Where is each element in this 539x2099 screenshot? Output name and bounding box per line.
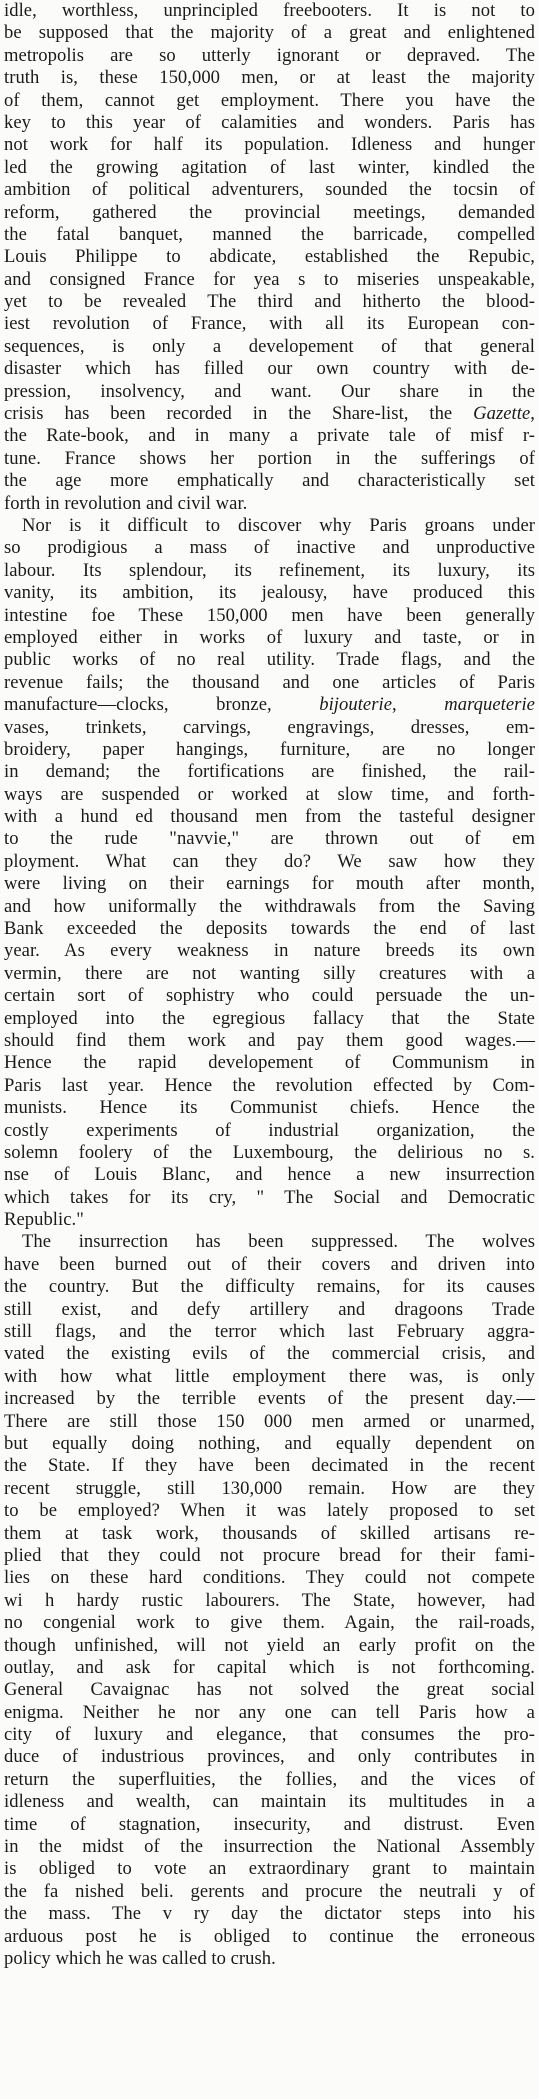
text-line: the Rate-book, and in many a private tale of misf r- [4, 425, 535, 447]
article-paragraph [4, 1231, 535, 1970]
text-line: vases, trinkets, carvings, engravings, dresses, em- [4, 716, 535, 738]
text-line: sequences, is only a developement of that general [4, 335, 535, 357]
text-line: to be employed? When it was lately proposed to set [4, 1500, 535, 1522]
text-line: labour. Its splendour, its refinement, its luxury, its [4, 559, 535, 581]
text-line: truth is, these 150,000 men, or at least the majority [4, 67, 535, 89]
text-line: led the growing agitation of last winter, kindled the [4, 156, 535, 178]
text-line: solemn foolery of the Luxembourg, the delirious no s. [4, 1141, 535, 1163]
text-line: The insurrection has been suppressed. The wolves [22, 1231, 535, 1253]
text-line: is obliged to vote an extraordinary grant to maintain [4, 1858, 535, 1880]
text-line: forth in revolution and civil war. [4, 492, 248, 514]
text-line: idleness and wealth, can maintain its multitudes in a [4, 1791, 535, 1813]
text-line: Nor is it difficult to discover why Paris groans under [22, 514, 535, 536]
text-line: duce of industrious provinces, and only contributes in [4, 1746, 535, 1768]
text-line: the country. But the difficulty remains, for its causes [4, 1276, 535, 1298]
text-line: costly experiments of industrial organization, the [4, 1119, 535, 1141]
text-line: plied that they could not procure bread for their fami- [4, 1544, 535, 1566]
text-line: wi h hardy rustic labourers. The State, however, had [4, 1589, 535, 1611]
text-line: disaster which has filled our own country with de- [4, 358, 535, 380]
text-line: of them, cannot get employment. There you have the [4, 89, 535, 111]
text-line: the State. If they have been decimated in the recent [4, 1455, 535, 1477]
text-line: pression, insolvency, and want. Our share in the [4, 380, 535, 402]
text-line: enigma. Neither he nor any one can tell Paris how a [4, 1701, 535, 1723]
text-line: still exist, and defy artillery and dragoons Trade [4, 1298, 535, 1320]
text-line: the mass. The v ry day the dictator steps into his [4, 1903, 535, 1925]
text-line: Paris last year. Hence the revolution effected by Com- [4, 1074, 535, 1096]
text-line: time of stagnation, insecurity, and distrust. Even [4, 1813, 535, 1835]
text-line: yet to be revealed The third and hitherto the blood- [4, 291, 535, 313]
text-line: metropolis are so utterly ignorant or depraved. The [4, 44, 535, 66]
text-line: reform, gathered the provincial meetings, demanded [4, 201, 535, 223]
text-line: intestine foe These 150,000 men have been generally [4, 604, 535, 626]
text-line: so prodigious a mass of inactive and unproductive [4, 537, 535, 559]
text-line: have been burned out of their covers and driven into [4, 1253, 535, 1275]
text-line: the fatal banquet, manned the barricade, compelled [4, 223, 535, 245]
text-line: vanity, its ambition, its jealousy, have produced this [4, 582, 535, 604]
text-line: should find them work and pay them good wages.— [4, 1029, 535, 1051]
text-line: recent struggle, still 130,000 remain. How are they [4, 1477, 535, 1499]
text-line: iest revolution of France, with all its European con- [4, 313, 535, 335]
text-line: not work for half its population. Idleness and hunger [4, 134, 535, 156]
text-line: which takes for its cry, " The Social and Democratic [4, 1186, 535, 1208]
text-line: ways are suspended or worked at slow time, and forth- [4, 783, 535, 805]
text-line: return the superfluities, the follies, and the vices of [4, 1768, 535, 1790]
text-line: crisis has been recorded in the Share-list, the Gazette, [4, 403, 535, 425]
text-line: city of luxury and elegance, that consumes the pro- [4, 1724, 535, 1746]
text-line: vermin, there are not wanting silly creatures with a [4, 962, 535, 984]
text-line: Republic." [4, 1209, 84, 1231]
text-line: broidery, paper hangings, furniture, are no longer [4, 738, 535, 760]
text-line: There are still those 150 000 men armed or unarmed, [4, 1410, 535, 1432]
text-line: year. As every weakness in nature breeds its own [4, 940, 535, 962]
text-line: the fa nished beli. gerents and procure the neutrali y of [4, 1880, 535, 1902]
text-line: key to this year of calamities and wonders. Paris has [4, 111, 535, 133]
text-line: nse of Louis Blanc, and hence a new insurrection [4, 1164, 535, 1186]
text-line: with how what little employment there was, is only [4, 1365, 535, 1387]
text-line: them at task work, thousands of skilled artisans re- [4, 1522, 535, 1544]
text-line: tune. France shows her portion in the sufferings of [4, 447, 535, 469]
text-line: employed either in works of luxury and taste, or in [4, 626, 535, 648]
text-line: lies on these hard conditions. They could not compete [4, 1567, 535, 1589]
text-line: certain sort of sophistry who could persuade the un- [4, 985, 535, 1007]
text-line: idle, worthless, unprincipled freebooters. It is not to [4, 0, 535, 21]
text-line: still flags, and the terror which last February aggra- [4, 1321, 535, 1343]
text-line: manufacture—clocks, bronze, bijouterie, marqueterie [4, 694, 535, 716]
text-line: in demand; the fortifications are finished, the rail- [4, 761, 535, 783]
text-line: increased by the terrible events of the present day.— [4, 1388, 535, 1410]
text-line: though unfinished, will not yield an early profit on the [4, 1634, 535, 1656]
text-line: outlay, and ask for capital which is not forthcoming. [4, 1656, 535, 1678]
text-line: and consigned France for yea s to miseries unspeakable, [4, 268, 535, 290]
text-line: policy which he was called to crush. [4, 1947, 276, 1969]
text-line: revenue fails; the thousand and one articles of Paris [4, 671, 535, 693]
text-line: were living on their earnings for mouth after month, [4, 873, 535, 895]
text-line: ambition of political adventurers, sounded the tocsin of [4, 179, 535, 201]
text-line: but equally doing nothing, and equally dependent on [4, 1433, 535, 1454]
text-line: with a hund ed thousand men from the tasteful designer [4, 806, 535, 828]
article-paragraph [4, 515, 535, 1232]
text-line: Louis Philippe to abdicate, established the Repubic, [4, 246, 535, 268]
text-line: in the midst of the insurrection the National Assembly [4, 1836, 535, 1858]
text-line: Hence the rapid developement of Communism in [4, 1052, 535, 1074]
text-line: ployment. What can they do? We saw how they [4, 850, 535, 872]
text-line: Bank exceeded the deposits towards the end of last [4, 918, 535, 940]
text-line: and how uniformally the withdrawals from the Saving [4, 895, 535, 917]
text-line: public works of no real utility. Trade flags, and the [4, 649, 535, 671]
text-line: be supposed that the majority of a great and enlightened [4, 22, 535, 44]
text-line: arduous post he is obliged to continue the erroneous [4, 1925, 535, 1947]
text-line: to the rude "navvie," are thrown out of em [4, 828, 535, 850]
text-line: employed into the egregious fallacy that the State [4, 1007, 535, 1029]
text-line: vated the existing evils of the commercial crisis, and [4, 1343, 535, 1365]
text-line: General Cavaignac has not solved the great social [4, 1679, 535, 1701]
text-line: no congenial work to give them. Again, the rail-roads, [4, 1612, 535, 1634]
article-paragraph [4, 0, 535, 515]
text-line: the age more emphatically and characteristically set [4, 470, 535, 492]
article-column [4, 0, 535, 1970]
text-line: munists. Hence its Communist chiefs. Hence the [4, 1097, 535, 1119]
